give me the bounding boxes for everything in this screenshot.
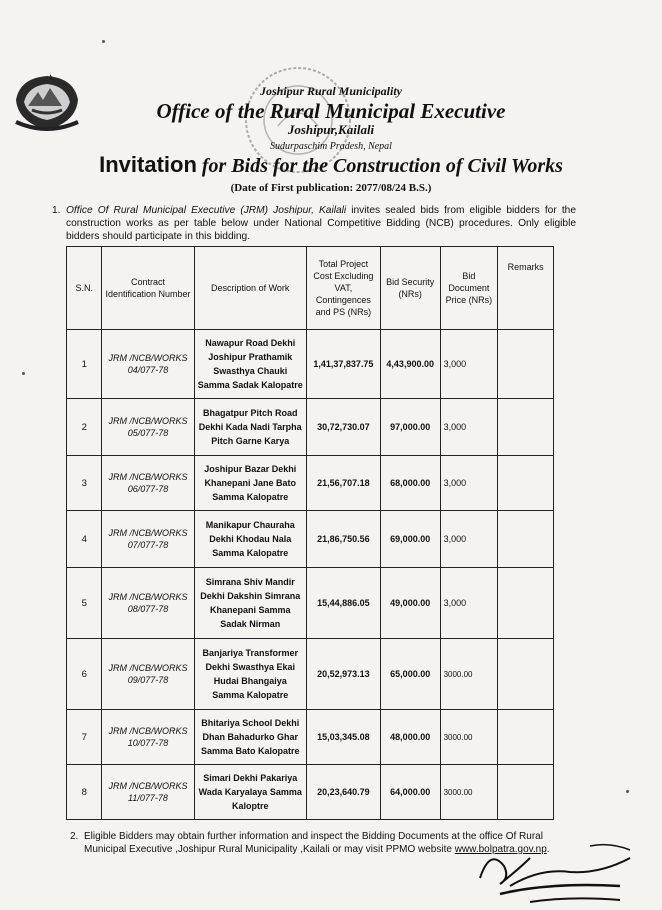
paragraph-tail: . [546, 844, 550, 855]
cell-description: Bhitariya School Dekhi Dhan Bahadurko Ghar Samma Bato Kalopatre [194, 710, 306, 765]
cell-sn: 4 [67, 511, 102, 568]
cell-contract: JRM /NCB/WORKS 05/077-78 [102, 399, 194, 456]
table-row [67, 330, 554, 399]
cell-sn: 5 [67, 568, 102, 639]
cell-cost: 20,52,973.13 [306, 639, 380, 710]
cell-remarks [498, 330, 554, 399]
cell-price: 3,000 [440, 399, 498, 456]
cell-price: 3,000 [440, 568, 498, 639]
paragraph-text: Eligible Bidders may obtain further information and inspect the Bidding Documents at the office Of Rural Municipal Executive ,Joshipur Rural Municipality ,Kailali or may visit PPMO website [84, 831, 543, 855]
scan-speck [22, 372, 25, 375]
cell-remarks [498, 568, 554, 639]
cell-contract: JRM /NCB/WORKS 08/077-78 [102, 568, 194, 639]
cell-contract: JRM /NCB/WORKS 11/077-78 [102, 765, 194, 820]
col-header-contract: Contract Identification Number [102, 247, 194, 330]
cell-contract: JRM /NCB/WORKS 07/077-78 [102, 511, 194, 568]
table-row [67, 511, 554, 568]
cell-security: 64,000.00 [380, 765, 440, 820]
cell-security: 65,000.00 [380, 639, 440, 710]
cell-remarks [498, 399, 554, 456]
cell-remarks [498, 710, 554, 765]
cell-price: 3000.00 [440, 765, 498, 820]
cell-sn: 6 [67, 639, 102, 710]
table-row [67, 456, 554, 511]
cell-security: 69,000.00 [380, 511, 440, 568]
publication-date: (Date of First publication: 2077/08/24 B.S.) [230, 182, 432, 194]
scan-speck [102, 40, 105, 43]
ppmo-website-link[interactable]: www.bolpatra.gov.np [454, 844, 547, 855]
cell-price: 3000.00 [440, 710, 498, 765]
cell-cost: 20,23,640.79 [306, 765, 380, 820]
notice-title [0, 152, 662, 179]
cell-security: 4,43,900.00 [380, 330, 440, 399]
cell-sn: 1 [67, 330, 102, 399]
col-header-security: Bid Security (NRs) [380, 247, 440, 330]
cell-security: 49,000.00 [380, 568, 440, 639]
cell-price: 3,000 [440, 330, 498, 399]
state-line: Sudurpaschim Pradesh, Nepal [270, 141, 392, 152]
cell-remarks [498, 456, 554, 511]
cell-remarks [498, 511, 554, 568]
cell-description: Nawapur Road Dekhi Joshipur Prathamik Swasthya Chauki Samma Sadak Kalopatre [194, 330, 306, 399]
col-header-remarks: Remarks [498, 247, 554, 330]
cell-contract: JRM /NCB/WORKS 10/077-78 [102, 710, 194, 765]
col-header-price: Bid Document Price (NRs) [440, 247, 498, 330]
cell-remarks [498, 765, 554, 820]
cell-price: 3,000 [440, 456, 498, 511]
col-header-sn: S.N. [67, 247, 102, 330]
municipality-name: Joshipur Rural Municipality [259, 84, 403, 98]
paragraph-text: invites sealed bids from eligible bidders for the construction works as per table below under National Competitive Bidding (NCB) procedures. Only eligible bidders should participate in this bidding. [66, 205, 576, 242]
cell-cost: 21,86,750.56 [306, 511, 380, 568]
cell-description: Banjariya Transformer Dekhi Swasthya Ekai Hudai Bhangaiya Samma Kalopatre [194, 639, 306, 710]
office-address: Joshipur,Kailali [287, 122, 375, 137]
cell-description: Bhagatpur Pitch Road Dekhi Kada Nadi Tarpha Pitch Garne Karya [194, 399, 306, 456]
cell-remarks [498, 639, 554, 710]
cell-sn: 2 [67, 399, 102, 456]
bids-table [66, 246, 554, 820]
cell-description: Simari Dekhi Pakariya Wada Karyalaya Samma Kaloptre [194, 765, 306, 820]
cell-cost: 1,41,37,837.75 [306, 330, 380, 399]
col-header-cost: Total Project Cost Excluding VAT, Contingences and PS (NRs) [306, 247, 380, 330]
cell-contract: JRM /NCB/WORKS 09/077-78 [102, 639, 194, 710]
title-invitation: Invitation [99, 152, 197, 177]
cell-sn: 7 [67, 710, 102, 765]
cell-cost: 21,56,707.18 [306, 456, 380, 511]
table-header-row [67, 247, 554, 330]
cell-description: Simrana Shiv Mandir Dekhi Dakshin Simrana Khanepani Samma Sadak Nirman [194, 568, 306, 639]
cell-cost: 15,03,345.08 [306, 710, 380, 765]
cell-contract: JRM /NCB/WORKS 04/077-78 [102, 330, 194, 399]
table-row [67, 765, 554, 820]
table-row [67, 710, 554, 765]
cell-description: Joshipur Bazar Dekhi Khanepani Jane Bato Samma Kalopatre [194, 456, 306, 511]
cell-description: Manikapur Chauraha Dekhi Khodau Nala Samma Kalopatre [194, 511, 306, 568]
scan-speck [626, 790, 629, 793]
table-row [67, 568, 554, 639]
cell-cost: 15,44,886.05 [306, 568, 380, 639]
paragraph-number: 2. [70, 831, 79, 842]
signature-stamp [470, 838, 640, 908]
paragraph-invitation [52, 204, 576, 243]
table-row [67, 639, 554, 710]
cell-sn: 3 [67, 456, 102, 511]
cell-contract: JRM /NCB/WORKS 06/077-78 [102, 456, 194, 511]
paragraph-number: 1. [52, 205, 61, 216]
cell-security: 48,000.00 [380, 710, 440, 765]
cell-sn: 8 [67, 765, 102, 820]
office-title: Office of the Rural Municipal Executive [156, 99, 506, 123]
table-row [67, 399, 554, 456]
title-rest: for Bids for the Construction of Civil Works [196, 155, 563, 177]
col-header-description: Description of Work [194, 247, 306, 330]
cell-cost: 30,72,730.07 [306, 399, 380, 456]
issuer-name: Office Of Rural Municipal Executive (JRM) Joshipur, Kailali [66, 205, 347, 216]
cell-price: 3000.00 [440, 639, 498, 710]
cell-security: 97,000.00 [380, 399, 440, 456]
cell-security: 68,000.00 [380, 456, 440, 511]
cell-price: 3,000 [440, 511, 498, 568]
